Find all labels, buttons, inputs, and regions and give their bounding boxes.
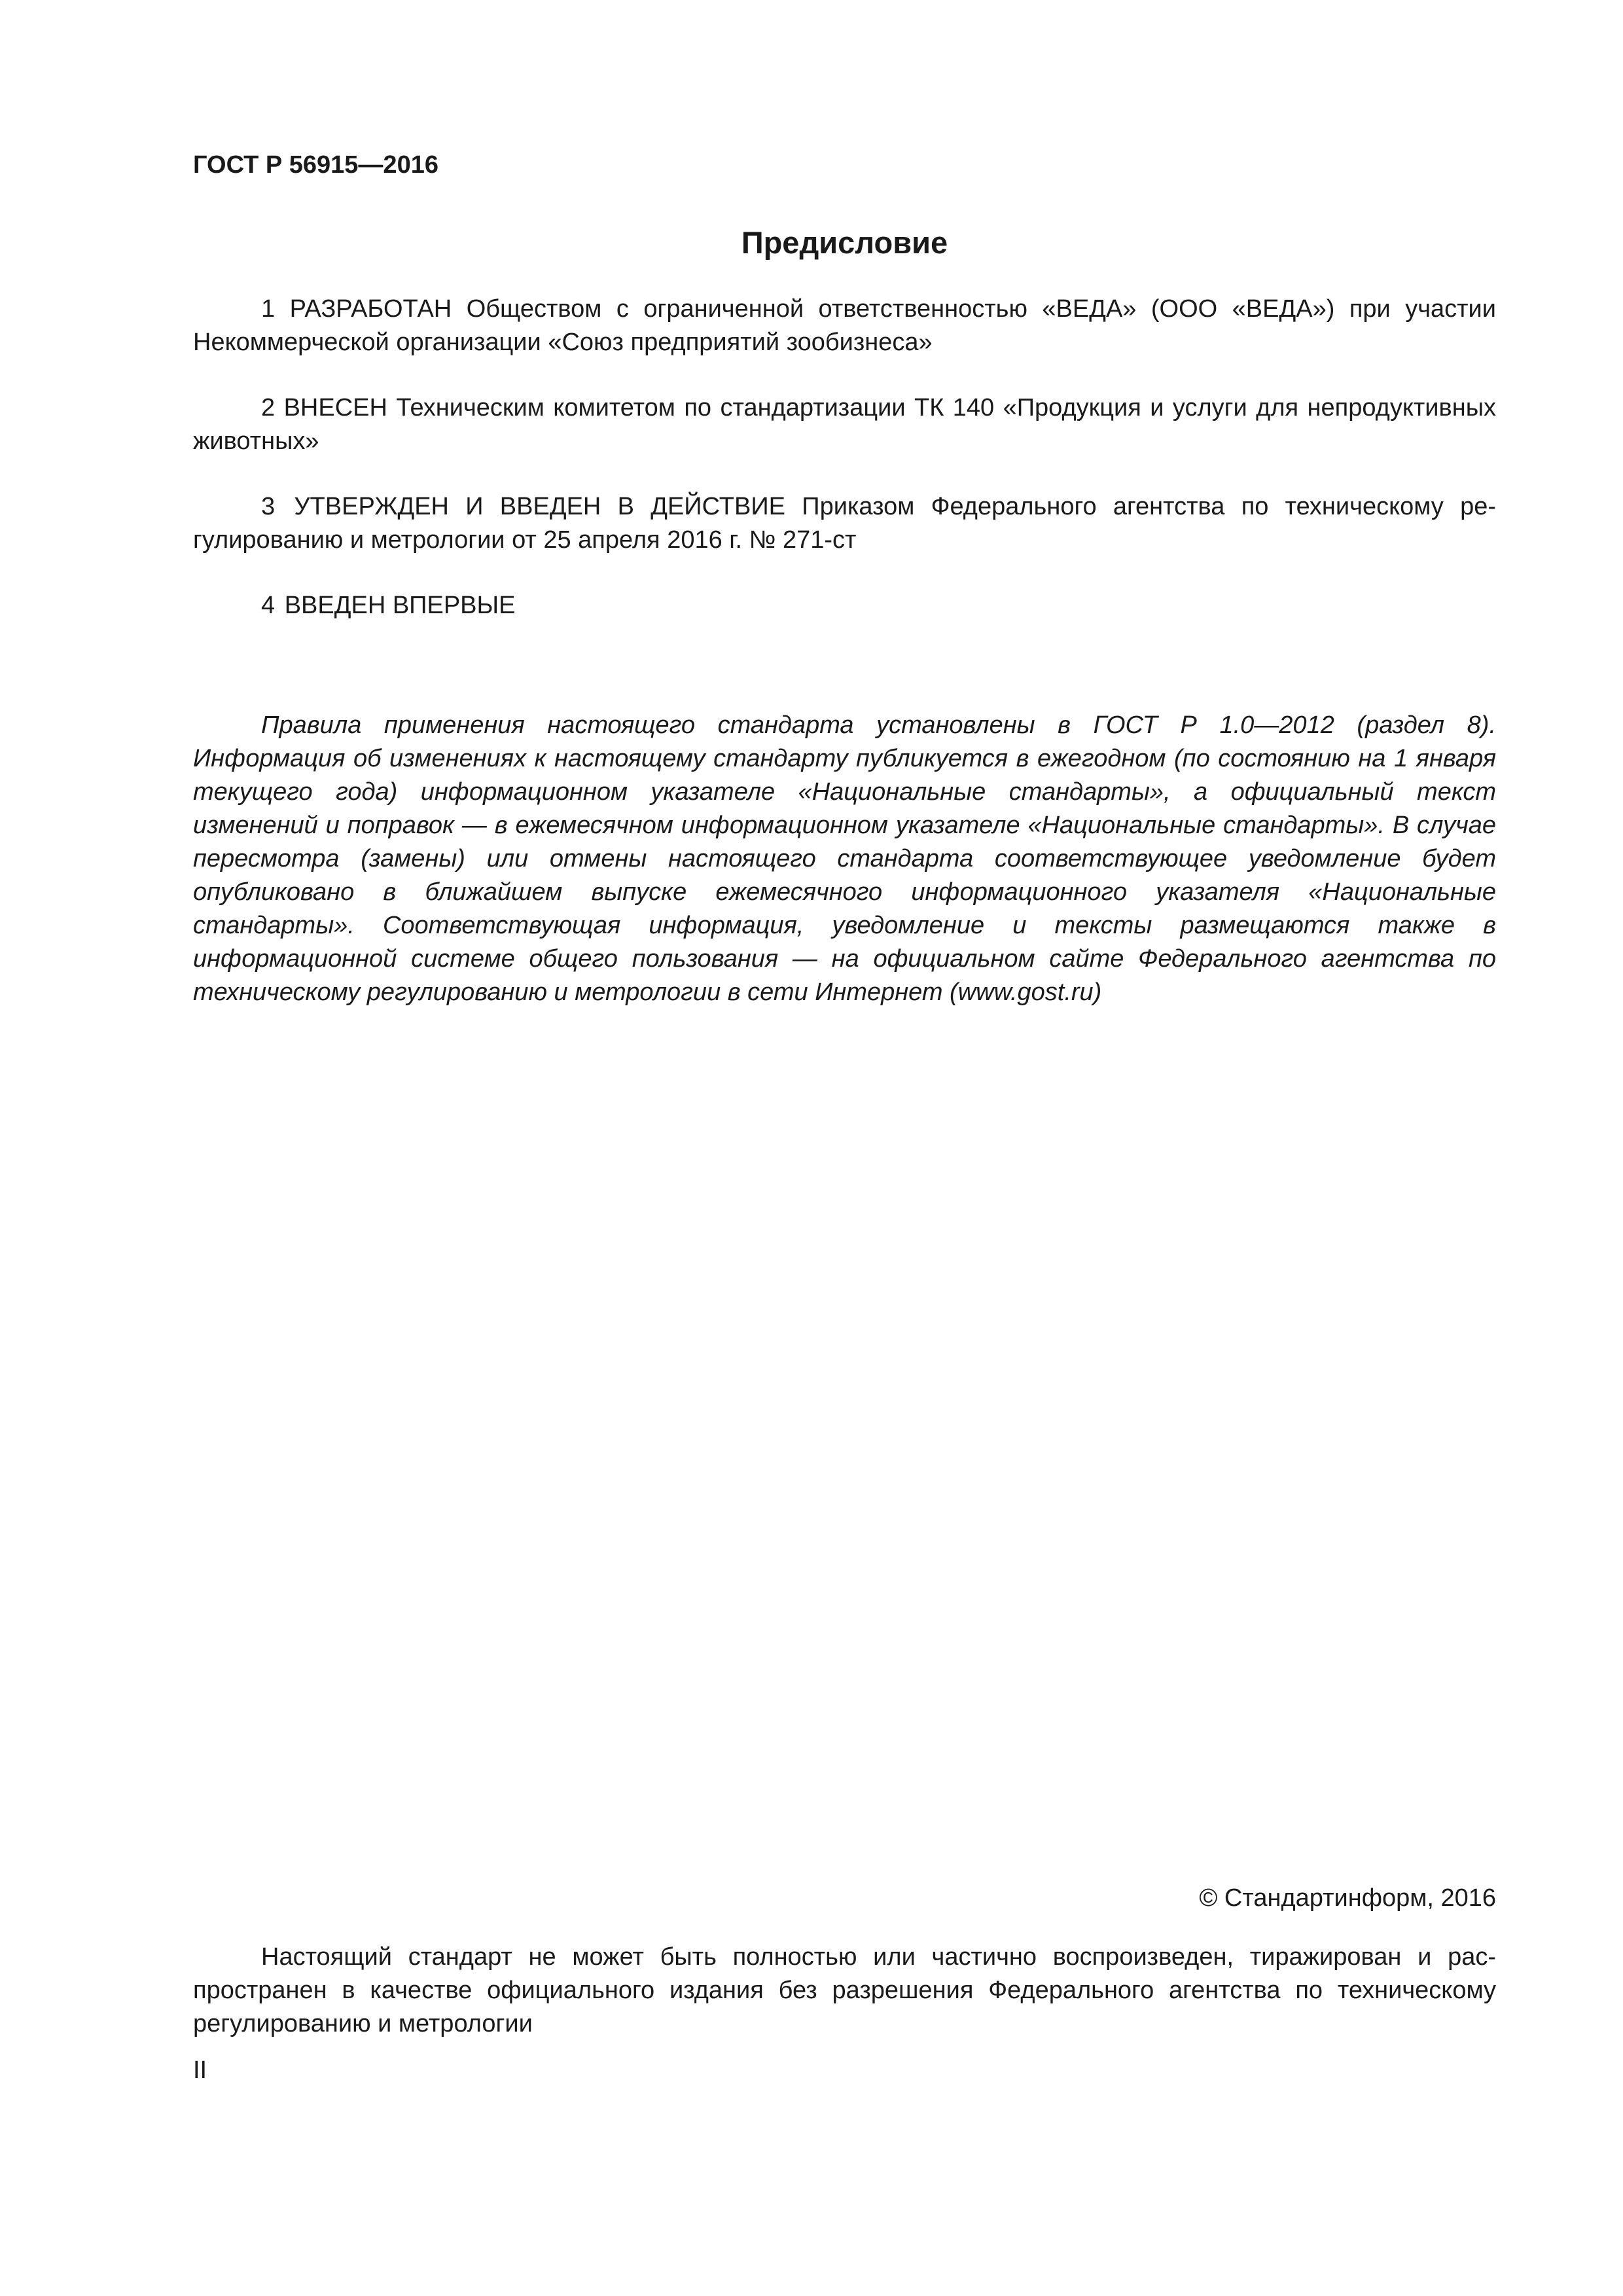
item-text: УТВЕРЖДЕН И ВВЕДЕН В ДЕЙСТВИЕ Приказом Федерального агентства по техническому регулированию и метрологии от 25 апреля 2016 г. № 271-ст (193, 493, 1496, 554)
section-title: Предисловие (741, 225, 948, 260)
preface-item (193, 589, 1496, 622)
preface-item (193, 293, 1496, 359)
item-number: 4 (261, 592, 276, 619)
reprint-restriction-notice: Настоящий стандарт не может быть полностью или частично воспроизведен, тиражирован и распространен в качестве официального издания без разрешения Федерального агентства по техническому регулированию и метрологии (193, 1943, 1496, 2037)
item-number: 3 (261, 493, 276, 520)
item-text: РАЗРАБОТАН Обществом с ограниченной ответственностью «ВЕДА» (ООО «ВЕДА») при участии Некоммерческой организации «Союз предприятий зообизнеса» (193, 295, 1497, 356)
preface-item (193, 391, 1496, 458)
item-text: ВНЕСЕН Техническим комитетом по стандартизации ТК 140 «Продукция и услуги для непродуктивных животных» (193, 394, 1496, 455)
item-number: 2 (261, 394, 276, 422)
item-text: ВВЕДЕН ВПЕРВЫЕ (284, 592, 516, 619)
item-number: 1 (261, 295, 276, 323)
page-number: II (193, 2056, 207, 2084)
application-rules-notice: Правила применения настоящего стандарта установлены в ГОСТ Р 1.0—2012 (раздел 8). Информация об изменениях к настоящему стандарту публикуется в ежегодном (по состоянию на 1 января текущего года) информационном указателе «Национальные стандарты», а официальный текст изменений и поправок — в ежемесячном информационном указателе «Национальные стандарты». В случае пересмотра (замены) или отмены настоящего стандарта соответствующее уведомление будет опубликовано в ближайшем выпуске ежемесячного информационного указателя «Национальные стандарты». Соответствующая информация, уведомление и тексты размещаются также в информационной системе общего пользования — на официальном сайте Федерального агентства по техническому регулированию и метрологии в сети Интернет (www.gost.ru) (193, 711, 1496, 1006)
copyright-line: © Стандартинформ, 2016 (1199, 1884, 1496, 1912)
preface-items (193, 293, 1496, 655)
document-id: ГОСТ Р 56915—2016 (193, 151, 438, 179)
preface-item (193, 490, 1496, 557)
